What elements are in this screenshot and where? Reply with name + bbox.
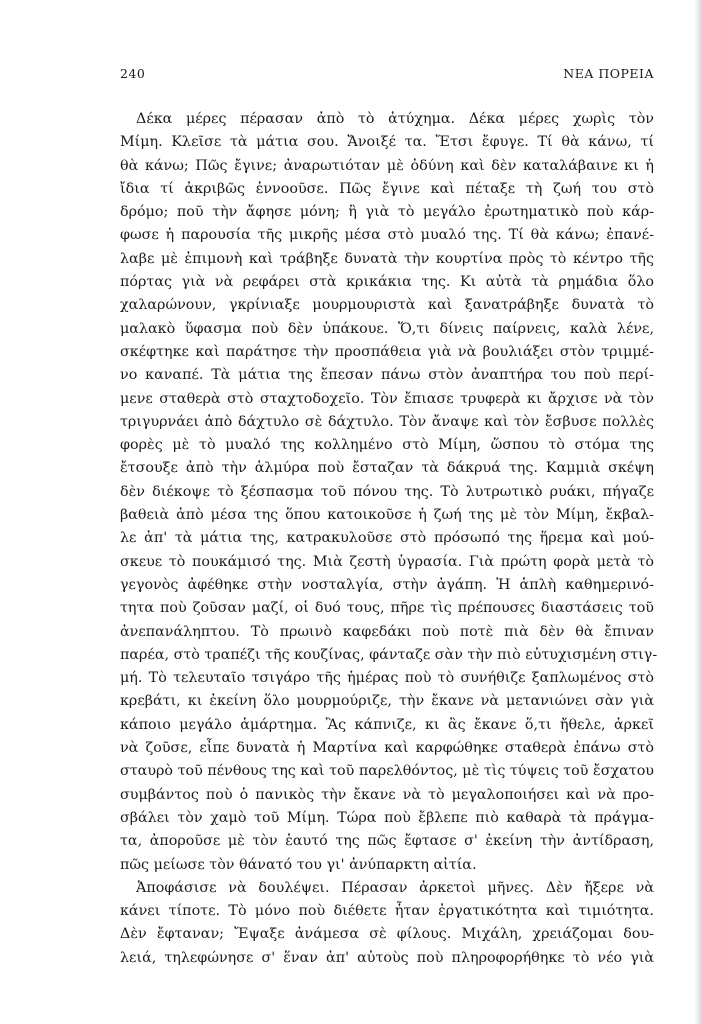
text-line: βαθειὰ ἀπὸ μέσα της ὅπου κατοικοῦσε ἡ ζωή της μὲ τὸν Μίμη, ἔκβαλ- [120, 507, 654, 524]
text-line: κρεβάτι, κι ἐκείνη ὅλο μουρμούριζε, τὴν ἔκανε νὰ μετανιώνει σὰν γιὰ [120, 693, 654, 710]
text-line: κάνει τίποτε. Τὸ μόνο ποὺ διέθετε ἦταν ἐργατικότητα καὶ τιμιότητα. [120, 903, 654, 920]
page-number: 240 [120, 66, 146, 81]
text-line: τριγυρνάει ἀπὸ δάχτυλο σὲ δάχτυλο. Τὸν ἄναψε καὶ τὸν ἔσβυσε πολλὲς [120, 413, 654, 430]
text-line: ἀνεπανάληπτου. Τὸ πρωινὸ καφεδάκι ποὺ ποτὲ πιὰ δὲν θὰ ἔπιναν [120, 623, 654, 640]
text-line: Δὲν ἔφταναν; Ἔψαξε ἀνάμεσα σὲ φίλους. Μιχάλη, χρειάζομαι δου- [120, 926, 654, 943]
text-line: σταυρὸ τοῦ πένθους της καὶ τοῦ παρελθόντος, μὲ τὶς τύψεις τοῦ ἔσχατου [120, 763, 654, 780]
text-line: νὰ ζοῦσε, εἶπε δυνατὰ ἡ Μαρτίνα καὶ καρφώθηκε σταθερὰ ἐπάνω στὸ [120, 740, 654, 757]
text-line: λαβε μὲ ἐπιμονὴ καὶ τράβηξε δυνατὰ τὴν κουρτίνα πρὸς τὸ κέντρο τῆς [120, 250, 654, 267]
text-line: Μίμη. Κλεῖσε τὰ μάτια σου. Ἄνοιξέ τα. Ἔτσι ἔφυγε. Τί θὰ κάνω, τί [120, 134, 654, 151]
text-line: γεγονὸς ἀφέθηκε στὴν νοσταλγία, στὴν ἀγάπη. Ἡ ἁπλὴ καθημερινό- [120, 576, 654, 593]
body-text [120, 108, 658, 970]
text-line: λε ἀπ' τὰ μάτια της, κατρακυλοῦσε στὸ πρόσωπό της ἥρεμα καὶ μού- [120, 530, 654, 547]
text-line: Ἀποφάσισε νὰ δουλέψει. Πέρασαν ἀρκετοὶ μῆνες. Δὲν ἤξερε νὰ [136, 879, 654, 896]
text-line: μαλακὸ ὕφασμα ποὺ δὲν ὑπάκουε. Ὅ,τι δίνεις παίρνεις, καλὰ λένε, [120, 320, 654, 337]
text-line: παρέα, στὸ τραπέζι τῆς κουζίνας, φάνταζε σὰν τὴν πιὸ εὐτυχισμένη στιγ- [120, 646, 658, 663]
text-line: κάποιο μεγάλο ἁμάρτημα. Ἂς κάπνιζε, κι ἂς ἔκανε ὅ,τι ἤθελε, ἀρκεῖ [120, 716, 654, 733]
text-line: μενε σταθερὰ στὸ σταχτοδοχεῖο. Τὸν ἔπιασε τρυφερὰ κι ἄρχισε νὰ τὸν [120, 390, 654, 407]
text-line: νο καναπέ. Τὰ μάτια της ἔπεσαν πάνω στὸν ἀναπτήρα του ποὺ περί- [120, 367, 654, 384]
text-line: θὰ κάνω; Πῶς ἔγινε; ἀναρωτιόταν μὲ ὀδύνη καὶ δὲν καταλάβαινε κι ἡ [120, 157, 654, 174]
text-line: σκευε τὸ πουκάμισό της. Μιὰ ζεστὴ ὑγρασία. Γιὰ πρώτη φορὰ μετὰ τὸ [120, 553, 654, 570]
text-line: χαλαρώνουν, γκρίνιαξε μουρμουριστὰ καὶ ξανατράβηξε δυνατὰ τὸ [120, 297, 654, 314]
text-line: δὲν διέκοψε τὸ ξέσπασμα τοῦ πόνου της. Τὸ λυτρωτικὸ ρυάκι, πήγαζε [120, 483, 654, 500]
text-line: πόρτας γιὰ νὰ ρεφάρει στὰ κρικάκια της. Κι αὐτὰ τὰ ρημάδια ὅλο [120, 274, 654, 291]
text-line: δρόμο; ποῦ τὴν ἄφησε μόνη; ἢ γιὰ τὸ μεγάλο ἐρωτηματικὸ ποὺ κάρ- [120, 204, 654, 221]
text-line: πῶς μείωσε τὸν θάνατό του γι' ἀνύπαρκτη αἰτία. [120, 856, 477, 873]
text-line: φωσε ἡ παρουσία τῆς μικρῆς μέσα στὸ μυαλό της. Τί θὰ κάνω; ἐπανέ- [120, 227, 654, 244]
text-line: ἴδια τί ἀκριβῶς ἐννοοῦσε. Πῶς ἔγινε καὶ πέταξε τὴ ζωή του στὸ [120, 180, 654, 197]
text-line: φορὲς μὲ τὸ μυαλό της κολλημένο στὸ Μίμη, ὥσπου τὸ στόμα της [120, 437, 654, 454]
scan-shadow-edge [694, 0, 702, 1024]
running-title: ΝΕΑ ΠΟΡΕΙΑ [563, 66, 654, 81]
text-line: Δέκα μέρες πέρασαν ἀπὸ τὸ ἀτύχημα. Δέκα μέρες χωρὶς τὸν [136, 111, 654, 127]
text-line: τα, ἀποροῦσε μὲ τὸν ἑαυτό της πῶς ἔφτασε σ' ἐκείνη τὴν ἀντίδραση, [120, 833, 654, 850]
page-header [120, 66, 654, 81]
text-line: σκέφτηκε καὶ παράτησε τὴν προσπάθεια γιὰ νὰ βουλιάξει στὸν τριμμέ- [120, 343, 654, 360]
text-line: λειά, τηλεφώνησε σ' ἕναν ἀπ' αὐτοὺς ποὺ πληροφορήθηκε τὸ νέο γιὰ [120, 949, 654, 966]
text-line: σβάλει τὸν χαμὸ τοῦ Μίμη. Τώρα ποὺ ἔβλεπε πιὸ καθαρὰ τὰ πράγμα- [120, 809, 654, 826]
text-line: ἔτσουξε ἀπὸ τὴν ἁλμύρα ποὺ ἔσταζαν τὰ δάκρυά της. Καμμιὰ σκέψη [120, 460, 654, 477]
text-line: συμβάντος ποὺ ὁ πανικὸς τὴν ἔκανε νὰ τὸ μεγαλοποιήσει καὶ νὰ προ- [120, 786, 654, 803]
text-line: μή. Τὸ τελευταῖο τσιγάρο τῆς ἡμέρας ποὺ τὸ συνήθιζε ξαπλωμένος στὸ [120, 670, 654, 687]
text-line: τητα ποὺ ζοῦσαν μαζί, οἱ δυό τους, πῆρε τὶς πρέπουσες διαστάσεις τοῦ [120, 600, 654, 617]
